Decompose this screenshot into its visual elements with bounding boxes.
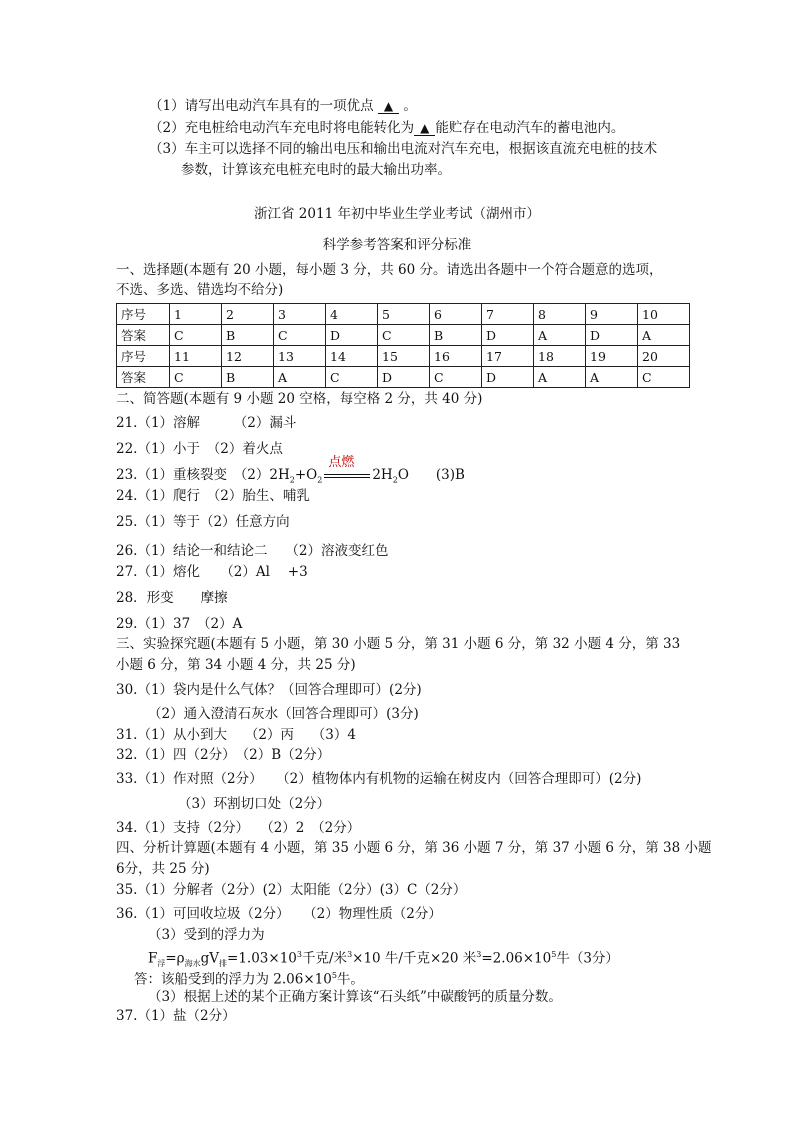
table-cell: 10 <box>638 304 690 325</box>
table-cell: C <box>170 367 222 388</box>
answer-27: 27.（1）熔化 （2）Al +3 <box>116 564 308 580</box>
answer-33-1: 33.（1）作对照（2分） （2）植物体内有机物的运输在树皮内（回答合理即可）(2分) <box>116 771 642 787</box>
table-cell: 8 <box>534 304 586 325</box>
formula-text: 牛（3分） <box>556 950 619 967</box>
answer-33-2: （3）环割切口处（2分） <box>178 796 331 812</box>
table-cell: 18 <box>534 346 586 367</box>
table-cell: 4 <box>326 304 378 325</box>
answer-text: 23.（1）重核裂变 （2）2H <box>116 467 290 483</box>
table-row <box>117 346 690 367</box>
formula-text: F <box>148 950 158 967</box>
table-row <box>117 367 690 388</box>
table-cell: 6 <box>430 304 482 325</box>
table-cell: 17 <box>482 346 534 367</box>
answer-36-3: （3）根据上述的某个正确方案计算该“石头纸”中碳酸钙的质量分数。 <box>148 989 562 1005</box>
formula-sup: 3 <box>296 950 302 959</box>
answer-blank: ▲ <box>378 100 399 114</box>
punctuation: 。 <box>403 98 417 114</box>
formula-text: =ρ <box>165 950 185 967</box>
section4-heading-cont: 6分，共 25 分) <box>116 861 210 877</box>
answer-blank: ▲ <box>414 122 435 136</box>
answer-30-2: （2）通入澄清石灰水（回答合理即可）(3分) <box>148 706 419 722</box>
question-line-1 <box>149 97 417 115</box>
answer-25: 25.（1）等于（2）任意方向 <box>116 514 290 530</box>
question-line-2 <box>149 119 624 137</box>
formula-sub: 排 <box>219 959 228 969</box>
answer-24: 24.（1）爬行 （2）胎生、哺乳 <box>116 488 310 504</box>
formula-sup: 3 <box>347 950 353 959</box>
table-cell: 20 <box>638 346 690 367</box>
table-cell: 19 <box>586 346 638 367</box>
table-cell: A <box>274 367 326 388</box>
row-label: 答案 <box>117 367 170 388</box>
formula-sub: 海水 <box>184 959 201 969</box>
reaction-condition: 点燃 <box>328 454 355 470</box>
answer-table <box>116 303 690 388</box>
table-cell: 5 <box>378 304 430 325</box>
question-text: （2）充电桩给电动汽车充电时将电能转化为 <box>149 120 415 136</box>
answer-28: 28．形变 摩擦 <box>116 590 228 606</box>
formula-text: ×10 牛/千克×20 米 <box>352 950 477 967</box>
formula-text: =2.06×10 <box>481 950 552 967</box>
table-cell: D <box>378 367 430 388</box>
table-cell: C <box>170 325 222 346</box>
table-cell: D <box>586 325 638 346</box>
table-cell: 2 <box>222 304 274 325</box>
formula-text: gV <box>200 950 220 967</box>
answer-32: 32.（1）四（2分） （2）B（2分） <box>116 747 331 763</box>
table-cell: A <box>534 325 586 346</box>
table-cell: A <box>638 325 690 346</box>
table-cell: A <box>586 367 638 388</box>
section1-heading: 一、选择题(本题有 20 小题，每小题 3 分，共 60 分。请选出各题中一个符合题意的选项， <box>116 262 663 278</box>
section1-heading-cont: 不选、多选、错选均不给分) <box>116 282 284 298</box>
table-row <box>117 304 690 325</box>
answer-34: 34.（1）支持（2分） （2）2 （2分） <box>116 820 361 836</box>
formula-sup: 5 <box>551 950 557 959</box>
table-cell: D <box>326 325 378 346</box>
answer-36-conclusion <box>134 967 364 989</box>
section3-heading-cont: 小题 6 分，第 34 小题 4 分，共 25 分) <box>116 657 356 673</box>
answer-29: 29.（1）37 （2）A <box>116 616 243 632</box>
question-text: 能贮存在电动汽车的蓄电池内。 <box>435 120 625 136</box>
answer-22: 22.（1）小于 （2）着火点 <box>116 441 283 457</box>
answer-26: 26.（1）结论一和结论二 （2）溶液变红色 <box>116 543 389 559</box>
answer-31: 31.（1）从小到大 （2）丙 （3）4 <box>116 727 356 743</box>
answer-23: 23.（1）重核裂变 $(2)2H_2+O_2$ 点燃 $2H_2O$ (3)B <box>116 454 465 485</box>
question-line-3-cont: 参数，计算该充电桩充电时的最大输出功率。 <box>181 162 451 178</box>
table-cell: B <box>222 367 274 388</box>
formula-text: =1.03×10 <box>227 950 297 967</box>
answer-text: O (3)B <box>397 467 465 483</box>
answer-key-title: 科学参考答案和评分标准 <box>322 237 472 253</box>
table-cell: 1 <box>170 304 222 325</box>
answer-21: 21.（1）溶解 （2）漏斗 <box>116 415 297 431</box>
section3-heading: 三、实验探究题(本题有 5 小题，第 30 小题 5 分，第 31 小题 6 分，第 32 小题 4 分，第 33 <box>116 636 681 652</box>
table-cell: 13 <box>274 346 326 367</box>
table-cell: 11 <box>170 346 222 367</box>
table-row <box>117 325 690 346</box>
table-cell: 9 <box>586 304 638 325</box>
answer-text: 牛。 <box>336 971 364 988</box>
answer-text: 答：该船受到的浮力为 2.06×10 <box>134 971 332 988</box>
table-cell: D <box>482 367 534 388</box>
table-cell: 12 <box>222 346 274 367</box>
section2-heading: 二、简答题(本题有 9 小题 20 空格，每空格 2 分，共 40 分) <box>116 391 483 407</box>
formula-sup: 3 <box>476 950 482 959</box>
row-label: 序号 <box>117 346 170 367</box>
table-cell: 3 <box>274 304 326 325</box>
formula-sup: 5 <box>331 971 337 980</box>
table-cell: D <box>482 325 534 346</box>
answer-36-2: （3）受到的浮力为 <box>148 927 265 943</box>
answer-36-1: 36.（1）可回收垃圾（2分） （2）物理性质（2分） <box>116 906 442 922</box>
table-cell: C <box>326 367 378 388</box>
answer-35: 35.（1）分解者（2分）(2）太阳能（2分）(3）C（2分） <box>116 882 467 898</box>
table-cell: C <box>274 325 326 346</box>
exam-title: 浙江省 2011 年初中毕业生学业考试（湖州市） <box>254 206 540 222</box>
table-cell: 15 <box>378 346 430 367</box>
formula-text: 千克/米 <box>302 950 348 967</box>
table-cell: C <box>638 367 690 388</box>
formula-sub: 浮 <box>157 959 166 969</box>
answer-text: 2H <box>372 467 393 483</box>
table-cell: B <box>430 325 482 346</box>
table-cell: C <box>430 367 482 388</box>
answer-37: 37.（1）盐（2分） <box>116 1008 236 1024</box>
section4-heading: 四、分析计算题(本题有 4 小题，第 35 小题 6 分，第 36 小题 7 分，第 37 小题 6 分，第 38 小题 <box>116 840 712 856</box>
table-cell: A <box>534 367 586 388</box>
table-cell: 16 <box>430 346 482 367</box>
question-line-3: （3）车主可以选择不同的输出电压和输出电流对汽车充电，根据该直流充电桩的技术 <box>149 141 658 157</box>
row-label: 答案 <box>117 325 170 346</box>
reaction-arrow <box>324 454 370 481</box>
row-label: 序号 <box>117 304 170 325</box>
answer-30-1: 30.（1）袋内是什么气体？（回答合理即可）(2分) <box>116 682 422 698</box>
question-text: （1）请写出电动汽车具有的一项优点 <box>149 98 374 114</box>
table-cell: 7 <box>482 304 534 325</box>
answer-text: +O <box>294 467 318 483</box>
table-cell: 14 <box>326 346 378 367</box>
table-cell: B <box>222 325 274 346</box>
table-cell: C <box>378 325 430 346</box>
